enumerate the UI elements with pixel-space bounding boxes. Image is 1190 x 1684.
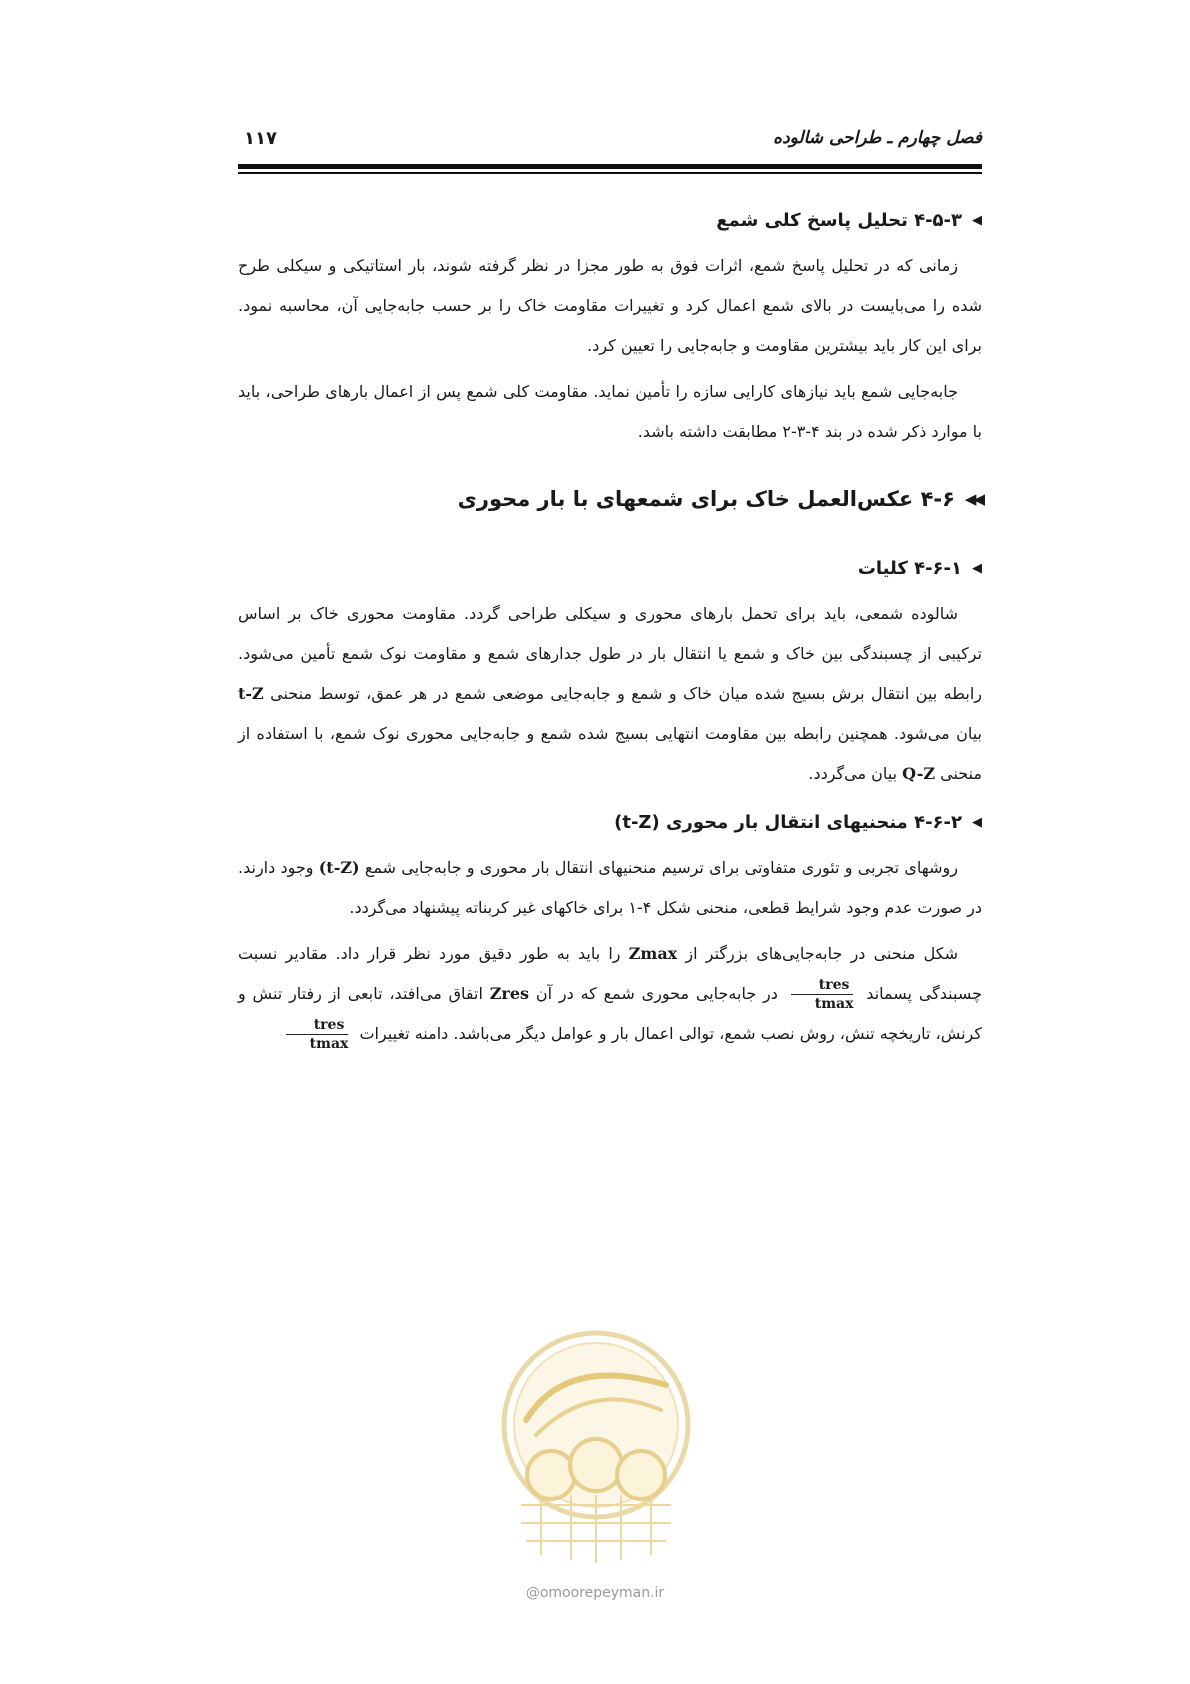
triangle-bullet-icon: ◀	[972, 560, 982, 576]
triangle-bullet-icon: ◀	[972, 212, 982, 228]
watermark-site: @omoorepeyman.ir	[525, 1585, 665, 1601]
double-triangle-bullet-icon: ◀◀	[964, 490, 982, 508]
curve-name: t-Z	[238, 684, 264, 703]
ratio-fraction: $\frac{\text{tres}}{tmax}$	[286, 1017, 349, 1052]
symbol-zres: Zres	[489, 984, 530, 1003]
watermark-logo-icon	[496, 1325, 696, 1575]
paragraph: شالوده شمعی، باید برای تحمل بارهای محوری و سیکلی طراحی گردد. مقاومت محوری خاک بر اساس ترکیبی از چسبندگی بین خاک و شمع یا انتقال بار در طول جدارهای شمع و مقاومت نوک شمع تأمین می‌شود. رابطه بین انتقال برش بسیج شده میان خاک و شمع و جابه‌جایی موضعی شمع در هر عمق، توسط منحنی t-Z بیان می‌شود. همچنین رابطه بین مقاومت انتهایی بسیج شده شمع و جابه‌جایی محوری نوک شمع، با استفاده از منحنی Q-Z بیان می‌گردد.	[238, 604, 982, 783]
section-heading-4-5-3: ◀ ۴-۵-۳ تحلیل پاسخ کلی شمع	[716, 209, 982, 231]
symbol-zmax: Zmax	[628, 944, 678, 963]
header-rule-thin	[238, 172, 982, 174]
paragraph: جابه‌جایی شمع باید نیازهای کارایی سازه را تأمین نماید. مقاومت کلی شمع پس از اعمال بارهای طراحی، باید با موارد ذکر شده در بند ۴-۳-۲ مطابقت داشته باشد.	[238, 382, 982, 441]
ratio-fraction: $\frac{\text{tres}}{tmax}$	[791, 977, 854, 1012]
curve-name: Q-Z	[902, 764, 936, 783]
triangle-bullet-icon: ◀	[972, 814, 982, 830]
section-heading-4-6-1: ◀ ۴-۶-۱ کلیات	[857, 557, 982, 579]
paragraph: روشهای تجربی و تئوری متفاوتی برای ترسیم منحنیهای انتقال بار محوری و جابه‌جایی شمع (t-Z) وجود دارند. در صورت عدم وجود شرایط قطعی، منحنی شکل ۴-۱ برای خاکهای غیر کربناته پیشنهاد می‌گردد.	[238, 858, 982, 917]
paragraph: شکل منحنی در جابه‌جایی‌های بزرگتر از Zmax را باید به طور دقیق مورد نظر قرار داد. مقادیر نسبت چسبندگی پسماند $\frac{\text{tres}}{tmax}$ در جابه‌جایی محوری شمع که در آن Zres اتفاق می‌افتد، تابعی از رفتار تنش و کرنش، تاریخچه تنش، روش نصب شمع، توالی اعمال بار و عوامل دیگر می‌باشد. دامنه تغییرات $\frac{\text{tres}}{tmax}$	[238, 944, 983, 1052]
chapter-title: فصل چهارم ـ طراحی شالوده	[773, 128, 982, 148]
paragraph: زمانی که در تحلیل پاسخ شمع، اثرات فوق به طور مجزا در نظر گرفته شوند، بار استاتیکی و سیکلی طرح شده را می‌بایست در بالای شمع اعمال کرد و تغییرات مقاومت خاک را بر حسب جابه‌جایی آن، محاسبه نمود. برای این کار باید بیشترین مقاومت و جابه‌جایی را تعیین کرد.	[238, 256, 982, 355]
page-number: ۱۱۷	[244, 128, 277, 149]
page-body	[238, 200, 982, 1058]
header-rule-thick	[238, 164, 982, 169]
section-heading-4-6-2: ◀ ۴-۶-۲ منحنیهای انتقال بار محوری (t-Z)	[614, 811, 982, 833]
section-heading-4-6: ◀◀ ۴-۶ عکس‌العمل خاک برای شمعهای با بار محوری	[457, 487, 982, 511]
page-header	[238, 128, 982, 160]
curve-name: (t-Z)	[318, 858, 360, 877]
